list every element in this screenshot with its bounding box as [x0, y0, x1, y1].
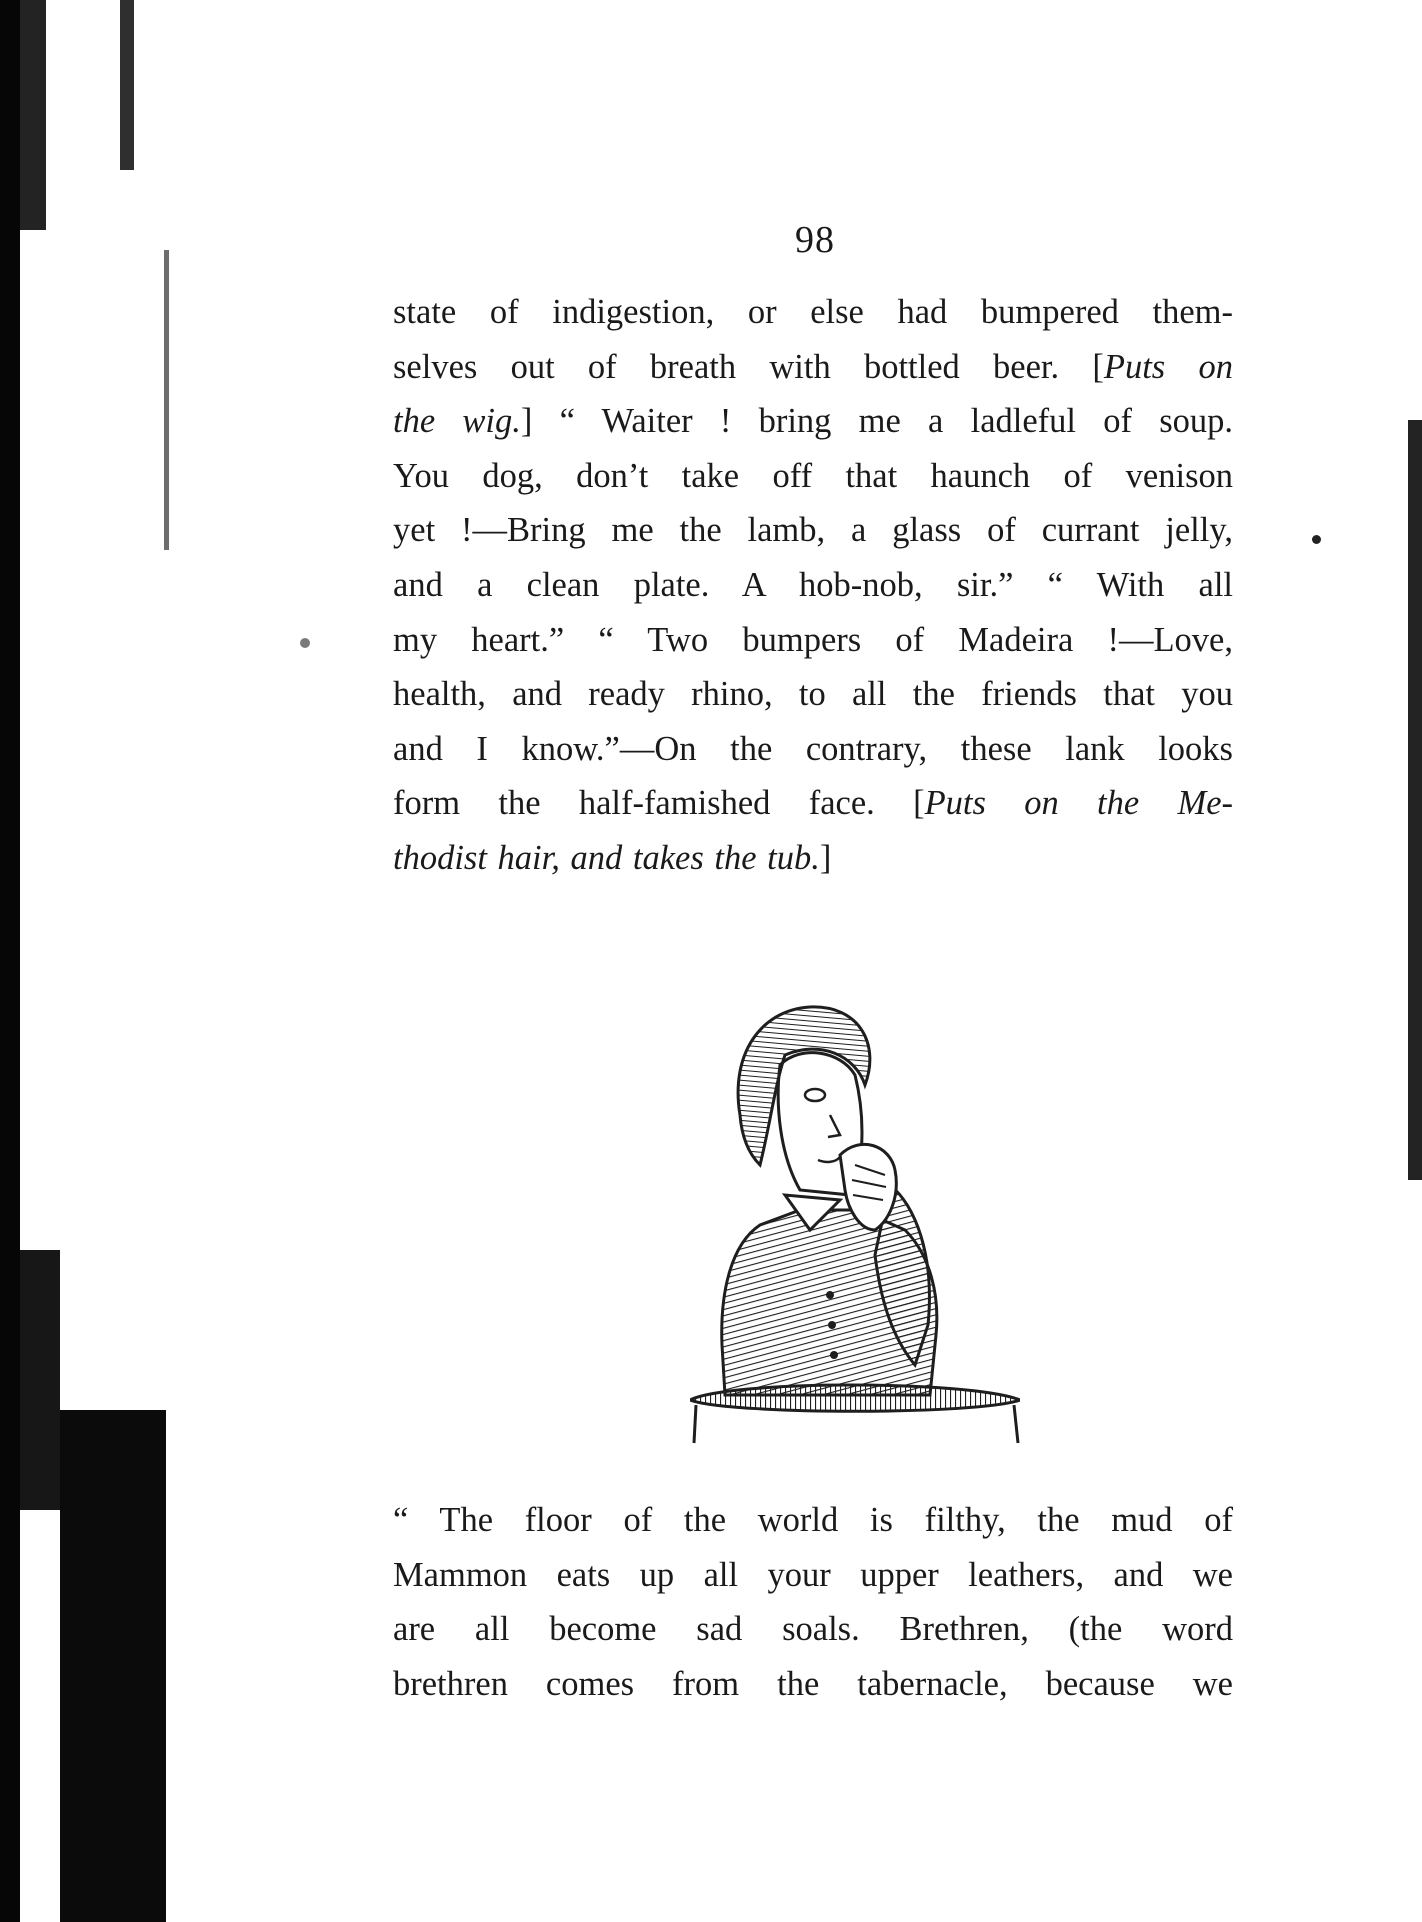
text-line	[393, 340, 1233, 395]
text-line	[393, 1548, 1233, 1603]
text-line	[393, 558, 1233, 613]
scan-gutter-shadow	[0, 0, 20, 1922]
text-line	[393, 394, 1233, 449]
text-line	[393, 503, 1233, 558]
text-segment: “ The floor of the world is filthy, the mud of	[393, 1501, 1233, 1539]
text-line	[393, 667, 1233, 722]
text-line	[393, 1657, 1233, 1712]
text-line	[393, 776, 1233, 831]
text-block-lower	[393, 1493, 1233, 1711]
text-segment: are all become sad soals. Brethren, (the word	[393, 1610, 1233, 1649]
text-segment: form the half-famished face. [	[393, 784, 925, 823]
text-segment: brethren comes from the tabernacle, because we	[393, 1664, 1233, 1703]
scan-edge-mark	[120, 0, 134, 170]
page-number: 98	[795, 219, 835, 261]
scan-edge-mark	[164, 250, 169, 550]
scan-speck	[1312, 535, 1321, 544]
scan-speck	[300, 638, 310, 648]
text-line	[393, 285, 1233, 340]
text-segment: my heart.” “ Two bumpers of Madeira !—Love,	[393, 620, 1233, 659]
scan-edge-mark	[1408, 420, 1422, 1180]
text-segment: and a clean plate. A hob-nob, sir.” “ With all	[393, 565, 1233, 604]
text-segment: health, and ready rhino, to all the friends that you	[393, 675, 1233, 714]
methodist-preacher-engraving	[690, 995, 1020, 1445]
text-line	[393, 613, 1233, 668]
text-segment: state of indigestion, or else had bumpered them-	[393, 293, 1233, 331]
text-segment: You dog, don’t take off that haunch of venison	[393, 456, 1233, 495]
text-line	[393, 1602, 1233, 1657]
text-line	[393, 449, 1233, 504]
text-segment: Mammon eats up all your upper leathers, and we	[393, 1555, 1233, 1594]
text-segment: ] “ Waiter ! bring me a ladleful of soup.	[520, 402, 1234, 441]
scan-edge-mark	[20, 0, 46, 230]
text-segment: Puts on the Me-	[924, 784, 1233, 823]
text-block-upper	[393, 285, 1233, 886]
scan-edge-mark	[60, 1410, 166, 1922]
text-line	[393, 831, 1233, 886]
text-line	[393, 722, 1233, 777]
text-segment: yet !—Bring me the lamb, a glass of currant jelly,	[393, 511, 1233, 550]
text-segment: thodist hair, and takes the tub.	[393, 838, 820, 877]
scan-edge-mark	[20, 1250, 60, 1510]
text-segment: the wig.	[393, 402, 521, 441]
text-line	[393, 1493, 1233, 1548]
text-segment: Puts on	[1103, 347, 1233, 386]
text-segment: selves out of breath with bottled beer. [	[393, 347, 1104, 386]
text-segment: and I know.”—On the contrary, these lank looks	[393, 729, 1233, 768]
text-segment: ]	[819, 838, 832, 877]
